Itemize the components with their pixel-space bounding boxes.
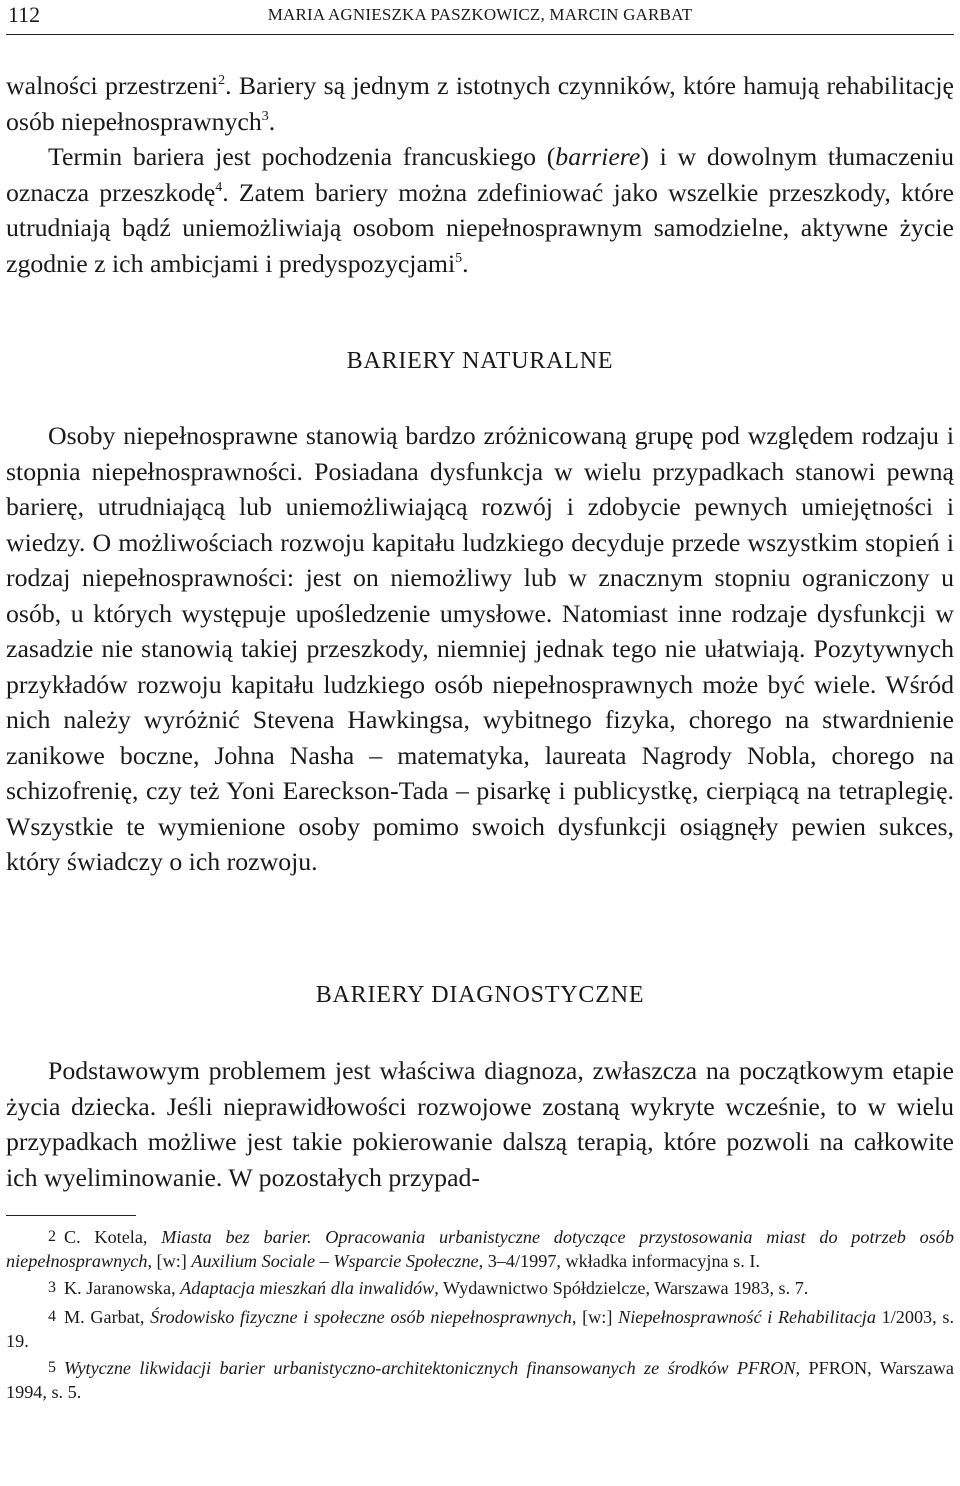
running-title: MARIA AGNIESZKA PASZKOWICZ, MARCIN GARBAT bbox=[267, 5, 693, 24]
intro-paragraph-2: Termin bariera jest pochodzenia francuskiego (barriere) i w dowolnym tłumaczeniu oznacza przeszkodę$^4$. Zatem bariery można zdefiniować jako wszelkie przeszkody, które utrudniają bądź uniemożliwiają osobom niepełnosprawnym samodzielne, aktywne życie zgodnie z ich ambicjami i predyspozycjami$^5$. bbox=[6, 142, 954, 278]
footnote-ref-2[interactable]: 2 bbox=[218, 73, 226, 88]
footnote-separator bbox=[6, 1215, 136, 1216]
page-number: 112 bbox=[8, 2, 41, 27]
footnote-3: 3 K. Jaranowska, Adaptacja mieszkań dla inwalidów, Wydawnictwo Spółdzielcze, Warszawa 1983, s. 7. bbox=[48, 1278, 809, 1299]
natural-barriers-text bbox=[6, 418, 954, 880]
footnote-ref-5[interactable]: 5 bbox=[455, 250, 463, 266]
diagnostic-barriers-paragraph: Podstawowym problemem jest właściwa diagnoza, zwłaszcza na początkowym etapie życia dziecka. Jeśli nieprawidłowości rozwojowe zostaną wykryte wcześnie, to w wielu przypadkach możliwe jest takie pokierowanie dalszą terapią, które pozwoli na całkowite ich wyeliminowanie. W pozostałych przypad- bbox=[6, 1056, 954, 1192]
intro-text bbox=[6, 68, 954, 281]
intro-paragraph-1: walności przestrzeni$^2$. Bariery są jednym z istotnych czynników, które hamują rehabilitację osób niepełnosprawnych$^3$. bbox=[6, 71, 954, 136]
footnote-5: 5 Wytyczne likwidacji barier urbanistyczno-architektonicznych finansowanych ze środków PFRON, PFRON, Warszawa 1994, s. 5. bbox=[6, 1358, 954, 1403]
footnote-4: 4 M. Garbat, Środowisko fizyczne i społeczne osób niepełnosprawnych, [w:] Niepełnosprawność i Rehabilitacja 1/2003, s. 19. bbox=[6, 1306, 954, 1351]
diagnostic-barriers-text bbox=[6, 1053, 954, 1195]
running-header bbox=[6, 0, 954, 35]
footnote-ref-3[interactable]: 3 bbox=[261, 108, 269, 124]
natural-barriers-paragraph: Osoby niepełnosprawne stanowią bardzo zróżnicowaną grupę pod względem rodzaju i stopnia niepełnosprawności. Posiadana dysfunkcja w wielu przypadkach stanowi pewną barierę, utrudniającą lub uniemożliwiającą rozwój i zdobycie pewnych umiejętności i wiedzy. O możliwościach rozwoju kapitału ludzkiego decyduje przede wszystkim stopień i rodzaj niepełnosprawności: jest on niemożliwy lub w znacznym stopniu ograniczony u osób, u których występuje upośledzenie umysłowe. Natomiast inne rodzaje dysfunkcji w zasadzie nie stanowią takiej przeszkody, niemniej jednak tego nie ułatwiają. Pozytywnych przykładów rozwoju kapitału ludzkiego osób niepełnosprawnych może być wiele. Wśród nich należy wyróżnić Stevena Hawkingsa, wybitnego fizyka, chorego na stwardnienie zanikowe boczne, Johna Nasha – matematyka, laureata Nagrody Nobla, chorego na schizofrenię, czy też Yoni Eareckson-Tada – pisarkę i publicystkę, cierpiącą na tetraplegię. Wszystkie te wymienione osoby pomimo swoich dysfunkcji osiągnęły pewien sukces, który świadczy o ich rozwoju. bbox=[6, 421, 954, 876]
section-heading-natural: BARIERY NATURALNE bbox=[346, 348, 614, 374]
footnote-2: 2 C. Kotela, Miasta bez barier. Opracowania urbanistyczne dotyczące przystosowania miast do potrzeb osób niepełnosprawnych, [w:] Auxilium Sociale – Wsparcie Społeczne, 3–4/1997, wkładka informacyjna s. I. bbox=[6, 1227, 954, 1272]
section-heading-diagnostic: BARIERY DIAGNOSTYCZNE bbox=[315, 982, 645, 1008]
footnote-ref-4[interactable]: 4 bbox=[215, 179, 223, 195]
footnotes bbox=[6, 1226, 954, 1408]
